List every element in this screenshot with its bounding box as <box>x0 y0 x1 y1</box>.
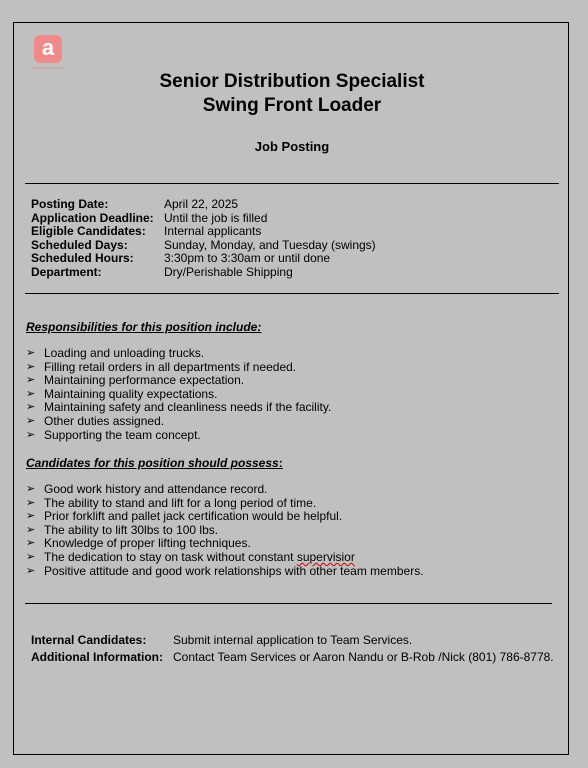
detail-value: Dry/Perishable Shipping <box>164 264 293 279</box>
list-item-text: Positive attitude and good work relationships with other team members. <box>44 563 424 578</box>
detail-row <box>31 225 376 239</box>
list-item-text: Good work history and attendance record. <box>44 482 268 496</box>
list-item <box>26 388 331 402</box>
list-item <box>26 429 331 443</box>
arrowhead-bullet-icon: ➢ <box>26 510 36 523</box>
job-subtitle: Swing Front Loader <box>202 95 382 116</box>
list-item <box>26 551 424 565</box>
arrowhead-bullet-icon: ➢ <box>26 523 36 536</box>
list-item-text: Maintaining quality expectations. <box>44 386 218 401</box>
arrowhead-bullet-icon: ➢ <box>26 374 36 387</box>
posting-label: Job Posting <box>254 139 330 154</box>
arrowhead-bullet-icon: ➢ <box>26 483 36 495</box>
contact-value: Submit internal application to Team Services. <box>173 633 413 647</box>
misspelled-word: supervisior <box>296 549 355 564</box>
contact-row <box>31 649 554 666</box>
arrowhead-bullet-icon: ➢ <box>26 387 36 400</box>
responsibilities-heading: Responsibilities for this position include: <box>26 320 262 334</box>
list-item-text: Loading and unloading trucks. <box>44 346 205 360</box>
responsibilities-list <box>26 347 331 442</box>
arrowhead-bullet-icon: ➢ <box>26 347 36 359</box>
list-item <box>26 483 424 497</box>
list-item <box>26 361 331 375</box>
detail-row <box>31 252 376 266</box>
detail-label: Scheduled Hours: <box>31 251 134 266</box>
detail-value: Until the job is filled <box>164 210 268 225</box>
list-item <box>26 347 331 361</box>
divider <box>25 603 552 604</box>
logo-caption: Associated Food Stores <box>33 66 65 70</box>
list-item-text: The ability to stand and lift for a long period of time. <box>44 495 317 510</box>
divider <box>25 293 559 294</box>
arrowhead-bullet-icon: ➢ <box>26 401 36 414</box>
list-item <box>26 497 424 511</box>
arrowhead-bullet-icon: ➢ <box>26 564 36 577</box>
arrowhead-bullet-icon: ➢ <box>26 537 36 550</box>
detail-label: Posting Date: <box>31 197 109 211</box>
job-title: Senior Distribution Specialist <box>159 71 425 92</box>
qualifications-heading <box>26 456 283 470</box>
list-item-text: Supporting the team concept. <box>44 427 201 442</box>
arrowhead-bullet-icon: ➢ <box>26 360 36 373</box>
list-item <box>26 374 331 388</box>
list-item-text: Maintaining performance expectation. <box>44 373 245 388</box>
list-item-text <box>44 551 355 565</box>
contact-info <box>31 632 554 666</box>
arrowhead-bullet-icon: ➢ <box>26 550 36 563</box>
list-item-text: Knowledge of proper lifting techniques. <box>44 536 251 551</box>
qualifications-heading-text: Candidates for this position should possess <box>26 456 279 470</box>
list-item <box>26 510 424 524</box>
contact-row <box>31 632 554 649</box>
detail-row <box>31 266 376 280</box>
qualifications-list <box>26 483 424 578</box>
list-item <box>26 565 424 579</box>
company-logo: a <box>34 35 62 63</box>
list-item-text: Maintaining safety and cleanliness needs if the facility. <box>44 400 332 415</box>
dedication-text: The dedication to stay on task without constant <box>44 549 297 564</box>
list-item-text: Other duties assigned. <box>44 413 165 428</box>
list-item <box>26 401 331 415</box>
detail-row <box>31 239 376 253</box>
arrowhead-bullet-icon: ➢ <box>26 428 36 441</box>
divider <box>25 183 559 184</box>
detail-row <box>31 212 376 226</box>
list-item <box>26 415 331 429</box>
contact-label: Additional Information: <box>31 650 163 664</box>
list-item-text: Prior forklift and pallet jack certification would be helpful. <box>44 509 343 524</box>
list-item-text: Filling retail orders in all departments if needed. <box>44 359 297 374</box>
contact-value: Contact Team Services or Aaron Nandu or B-Rob /Nick (801) 786-8778. <box>173 650 554 664</box>
detail-value: Sunday, Monday, and Tuesday (swings) <box>164 237 376 252</box>
detail-label: Eligible Candidates: <box>31 224 146 239</box>
detail-label: Scheduled Days: <box>31 237 128 252</box>
arrowhead-bullet-icon: ➢ <box>26 496 36 509</box>
arrowhead-bullet-icon: ➢ <box>26 414 36 427</box>
detail-label: Department: <box>31 264 102 279</box>
list-item-text: The ability to lift 30lbs to 100 lbs. <box>44 522 219 537</box>
heading-colon: : <box>278 456 283 470</box>
detail-value: April 22, 2025 <box>164 197 239 211</box>
detail-value: 3:30pm to 3:30am or until done <box>164 251 331 266</box>
detail-row <box>31 198 376 212</box>
posting-details <box>31 198 376 280</box>
detail-value: Internal applicants <box>164 224 262 239</box>
list-item <box>26 537 424 551</box>
contact-label: Internal Candidates: <box>31 633 147 647</box>
detail-label: Application Deadline: <box>31 210 154 225</box>
list-item <box>26 524 424 538</box>
